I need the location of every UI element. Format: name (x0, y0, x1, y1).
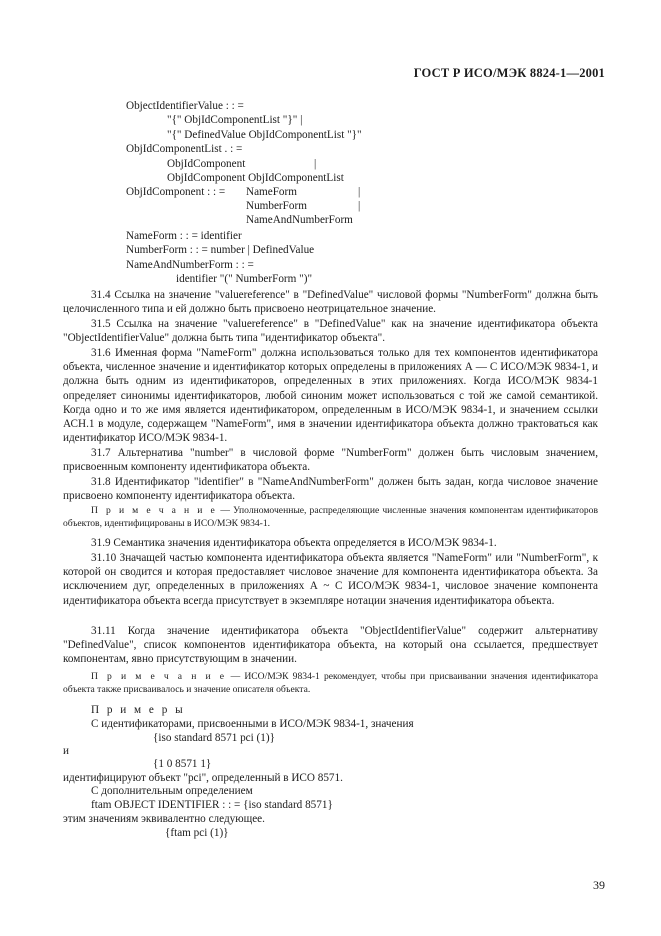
example-code: ftam OBJECT IDENTIFIER : : = {iso standard 8571} (91, 799, 333, 811)
example-line: и (63, 745, 69, 757)
grammar-line: NameAndNumberForm (246, 214, 353, 226)
clause-31-8: 31.8 Идентификатор "identifier" в "NameAndNumberForm" должен быть задан, когда числовое значение присвоено компоненту идентификатора объекта. (63, 476, 598, 503)
clause-31-11: 31.11 Когда значение идентификатора объекта "ObjectIdentifierValue" содержит альтернативу "DefinedValue", список компонентов идентификатора объекта, на который она ссылается, предшествует компонентам, явно присутствующим в значении. (63, 625, 598, 666)
note-text: — ИСО/МЭК 9834-1 рекомендует, чтобы при присваивании значения идентификатора объекта также присваивалось и значение описателя объекта. (63, 671, 598, 695)
example-code: {iso standard 8571 pci (1)} (153, 732, 275, 744)
page-number: 39 (593, 878, 605, 892)
example-line: С дополнительным определением (91, 785, 253, 797)
clause-31-7: 31.7 Альтернатива "number" в числовой форме "NumberForm" должен быть числовым значением, присвоенным компоненту идентификатора объекта. (63, 447, 598, 474)
document-header: ГОСТ Р ИСО/МЭК 8824-1—2001 (413, 66, 605, 80)
grammar-line: NumberForm (246, 200, 307, 212)
grammar-line: ObjIdComponent (167, 158, 246, 170)
note-label: П р и м е ч а н и е (91, 505, 218, 516)
grammar-line: | (358, 186, 361, 198)
clause-31-10: 31.10 Значащей частью компонента идентификатора объекта является "NameForm" или "NumberForm", к которой он сводится и которая предоставляет числовое значение для компонента идентификатора объекта. За исключением дуг, определенных в приложениях А ~ С ИСО/МЭК 9834-1, числовое значение компонента идентификатора объекта всегда присутствует в экземпляре нотации значения идентификатора объекта. (63, 552, 598, 607)
examples-heading: П р и м е р ы (91, 704, 186, 716)
grammar-line: ObjIdComponent ObjIdComponentList (167, 172, 344, 184)
example-line: С идентификаторами, присвоенными в ИСО/МЭК 9834-1, значения (91, 718, 414, 730)
note-text: — Уполномоченные, распределяющие численные значения компонентам идентификаторов объектов, идентифицированы в ИСО/МЭК 9834-1. (63, 505, 598, 529)
grammar-line: ObjectIdentifierValue : : = (126, 100, 244, 112)
clause-31-6: 31.6 Именная форма "NameForm" должна использоваться только для тех компонентов идентификатора объекта, численное значение и идентификатор которых определены в приложениях А — С ИСО/МЭК 9834-1, и должна быть одним из идентификаторов, определенных в этих приложениях. Когда ИСО/МЭК 9834-1 определяет синонимы идентификаторов, любой синоним может использоваться с той же самой семантикой. Когда одно и то же имя является идентификатором, определенным в ИСО/МЭК 9834-1, и значением ссылки АСН.1 в модуле, содержащем "NameForm", имя в значении идентификатора объекта должно трактоваться как идентификатор ИСО/МЭК 9834-1. (63, 347, 598, 445)
grammar-line: ObjIdComponent : : = (126, 186, 226, 198)
grammar-line: | (358, 200, 361, 212)
note-label: П р и м е ч а н и е (91, 671, 227, 682)
grammar-line: NumberForm : : = number | DefinedValue (126, 244, 315, 256)
grammar-line: identifier "(" NumberForm ")" (176, 273, 313, 285)
grammar-line: NameAndNumberForm : : = (126, 259, 254, 271)
grammar-line: ObjIdComponentList . : = (126, 143, 243, 155)
example-code: {1 0 8571 1} (153, 758, 212, 770)
grammar-line: "{" DefinedValue ObjIdComponentList "}" (167, 129, 362, 141)
grammar-line: "{" ObjIdComponentList "}" | (167, 114, 303, 126)
grammar-line: NameForm : : = identifier (126, 230, 242, 242)
grammar-line: | (314, 158, 317, 170)
clause-31-9: 31.9 Семантика значения идентификатора объекта определяется в ИСО/МЭК 9834-1. (91, 537, 497, 549)
clause-31-5: 31.5 Ссылка на значение "valuereference" в "DefinedValue" как на значение идентификатора объекта "ObjectIdentifierValue" должна быть типа "идентификатор объекта". (63, 318, 598, 345)
note-1 (63, 505, 598, 530)
note-2 (63, 671, 598, 696)
clause-31-4: 31.4 Ссылка на значение "valuereference" в "DefinedValue" числовой формы "NumberForm" должна быть целочисленного типа и ей должно быть присвоено неотрицательное значение. (63, 289, 598, 316)
example-line: этим значениям эквивалентно следующее. (63, 813, 265, 825)
example-code: {ftam pci (1)} (165, 827, 229, 839)
example-line: идентифицируют объект "pci", определенный в ИСО 8571. (63, 772, 343, 784)
grammar-line: NameForm (246, 186, 297, 198)
